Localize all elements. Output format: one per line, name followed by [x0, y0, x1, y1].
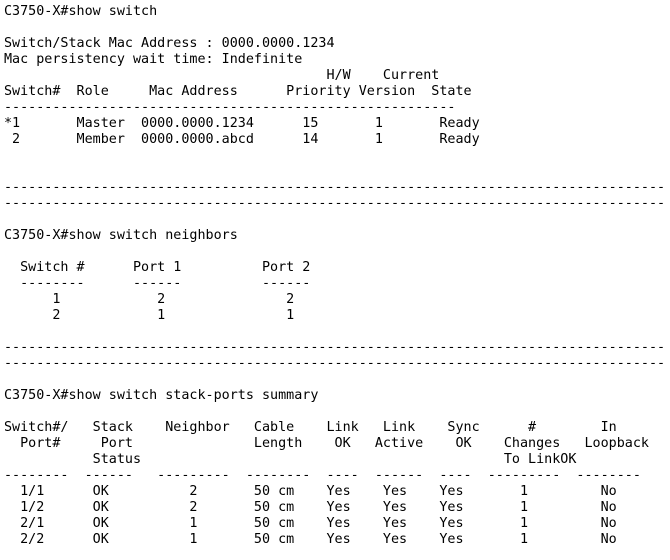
- mac-persistency-line: Mac persistency wait time: Indefinite: [4, 52, 303, 67]
- command-show-stack-ports-summary: C3750-X#show switch stack-ports summary: [4, 388, 319, 403]
- stack-ports-header: Switch#/ Stack Neighbor Cable Link Link Sync # In: [4, 420, 617, 435]
- neighbors-table-row: 2 1 1: [4, 308, 295, 323]
- stack-ports-row: 2/1 OK 1 50 cm Yes Yes Yes 1 No: [4, 516, 617, 531]
- switch-table-row: *1 Master 0000.0000.1234 15 1 Ready: [4, 116, 480, 131]
- section-divider: ----------------------------------------------------------------------------------: [4, 340, 666, 355]
- neighbors-table-row: 1 2 2: [4, 292, 295, 307]
- switch-table-header: Switch# Role Mac Address Priority Version State: [4, 84, 472, 99]
- section-divider: ----------------------------------------------------------------------------------: [4, 356, 666, 371]
- neighbors-table-header: Switch # Port 1 Port 2: [4, 260, 311, 275]
- neighbors-table-separator: -------- ------ ------: [4, 276, 311, 291]
- stack-ports-header: Port# Port Length OK Active OK Changes Loopback: [4, 436, 649, 451]
- stack-ports-header: Status To LinkOK: [4, 452, 577, 467]
- section-divider: ----------------------------------------------------------------------------------: [4, 196, 666, 211]
- stack-mac-address-line: Switch/Stack Mac Address : 0000.0000.1234: [4, 36, 335, 51]
- section-divider: ----------------------------------------------------------------------------------: [4, 180, 666, 195]
- stack-ports-row: 1/1 OK 2 50 cm Yes Yes Yes 1 No: [4, 484, 617, 499]
- switch-table-header-top: H/W Current: [4, 68, 440, 83]
- stack-ports-row: 2/2 OK 1 50 cm Yes Yes Yes 1 No: [4, 532, 617, 547]
- stack-ports-separator: -------- ------ --------- -------- ---- ------ ---- --------- --------: [4, 468, 641, 483]
- terminal-output[interactable]: [4, 4, 666, 556]
- command-show-switch-neighbors: C3750-X#show switch neighbors: [4, 228, 238, 243]
- command-show-switch: C3750-X#show switch: [4, 4, 158, 19]
- switch-table-row: 2 Member 0000.0000.abcd 14 1 Ready: [4, 132, 480, 147]
- switch-table-separator: --------------------------------------------------------: [4, 100, 456, 115]
- stack-ports-row: 1/2 OK 2 50 cm Yes Yes Yes 1 No: [4, 500, 617, 515]
